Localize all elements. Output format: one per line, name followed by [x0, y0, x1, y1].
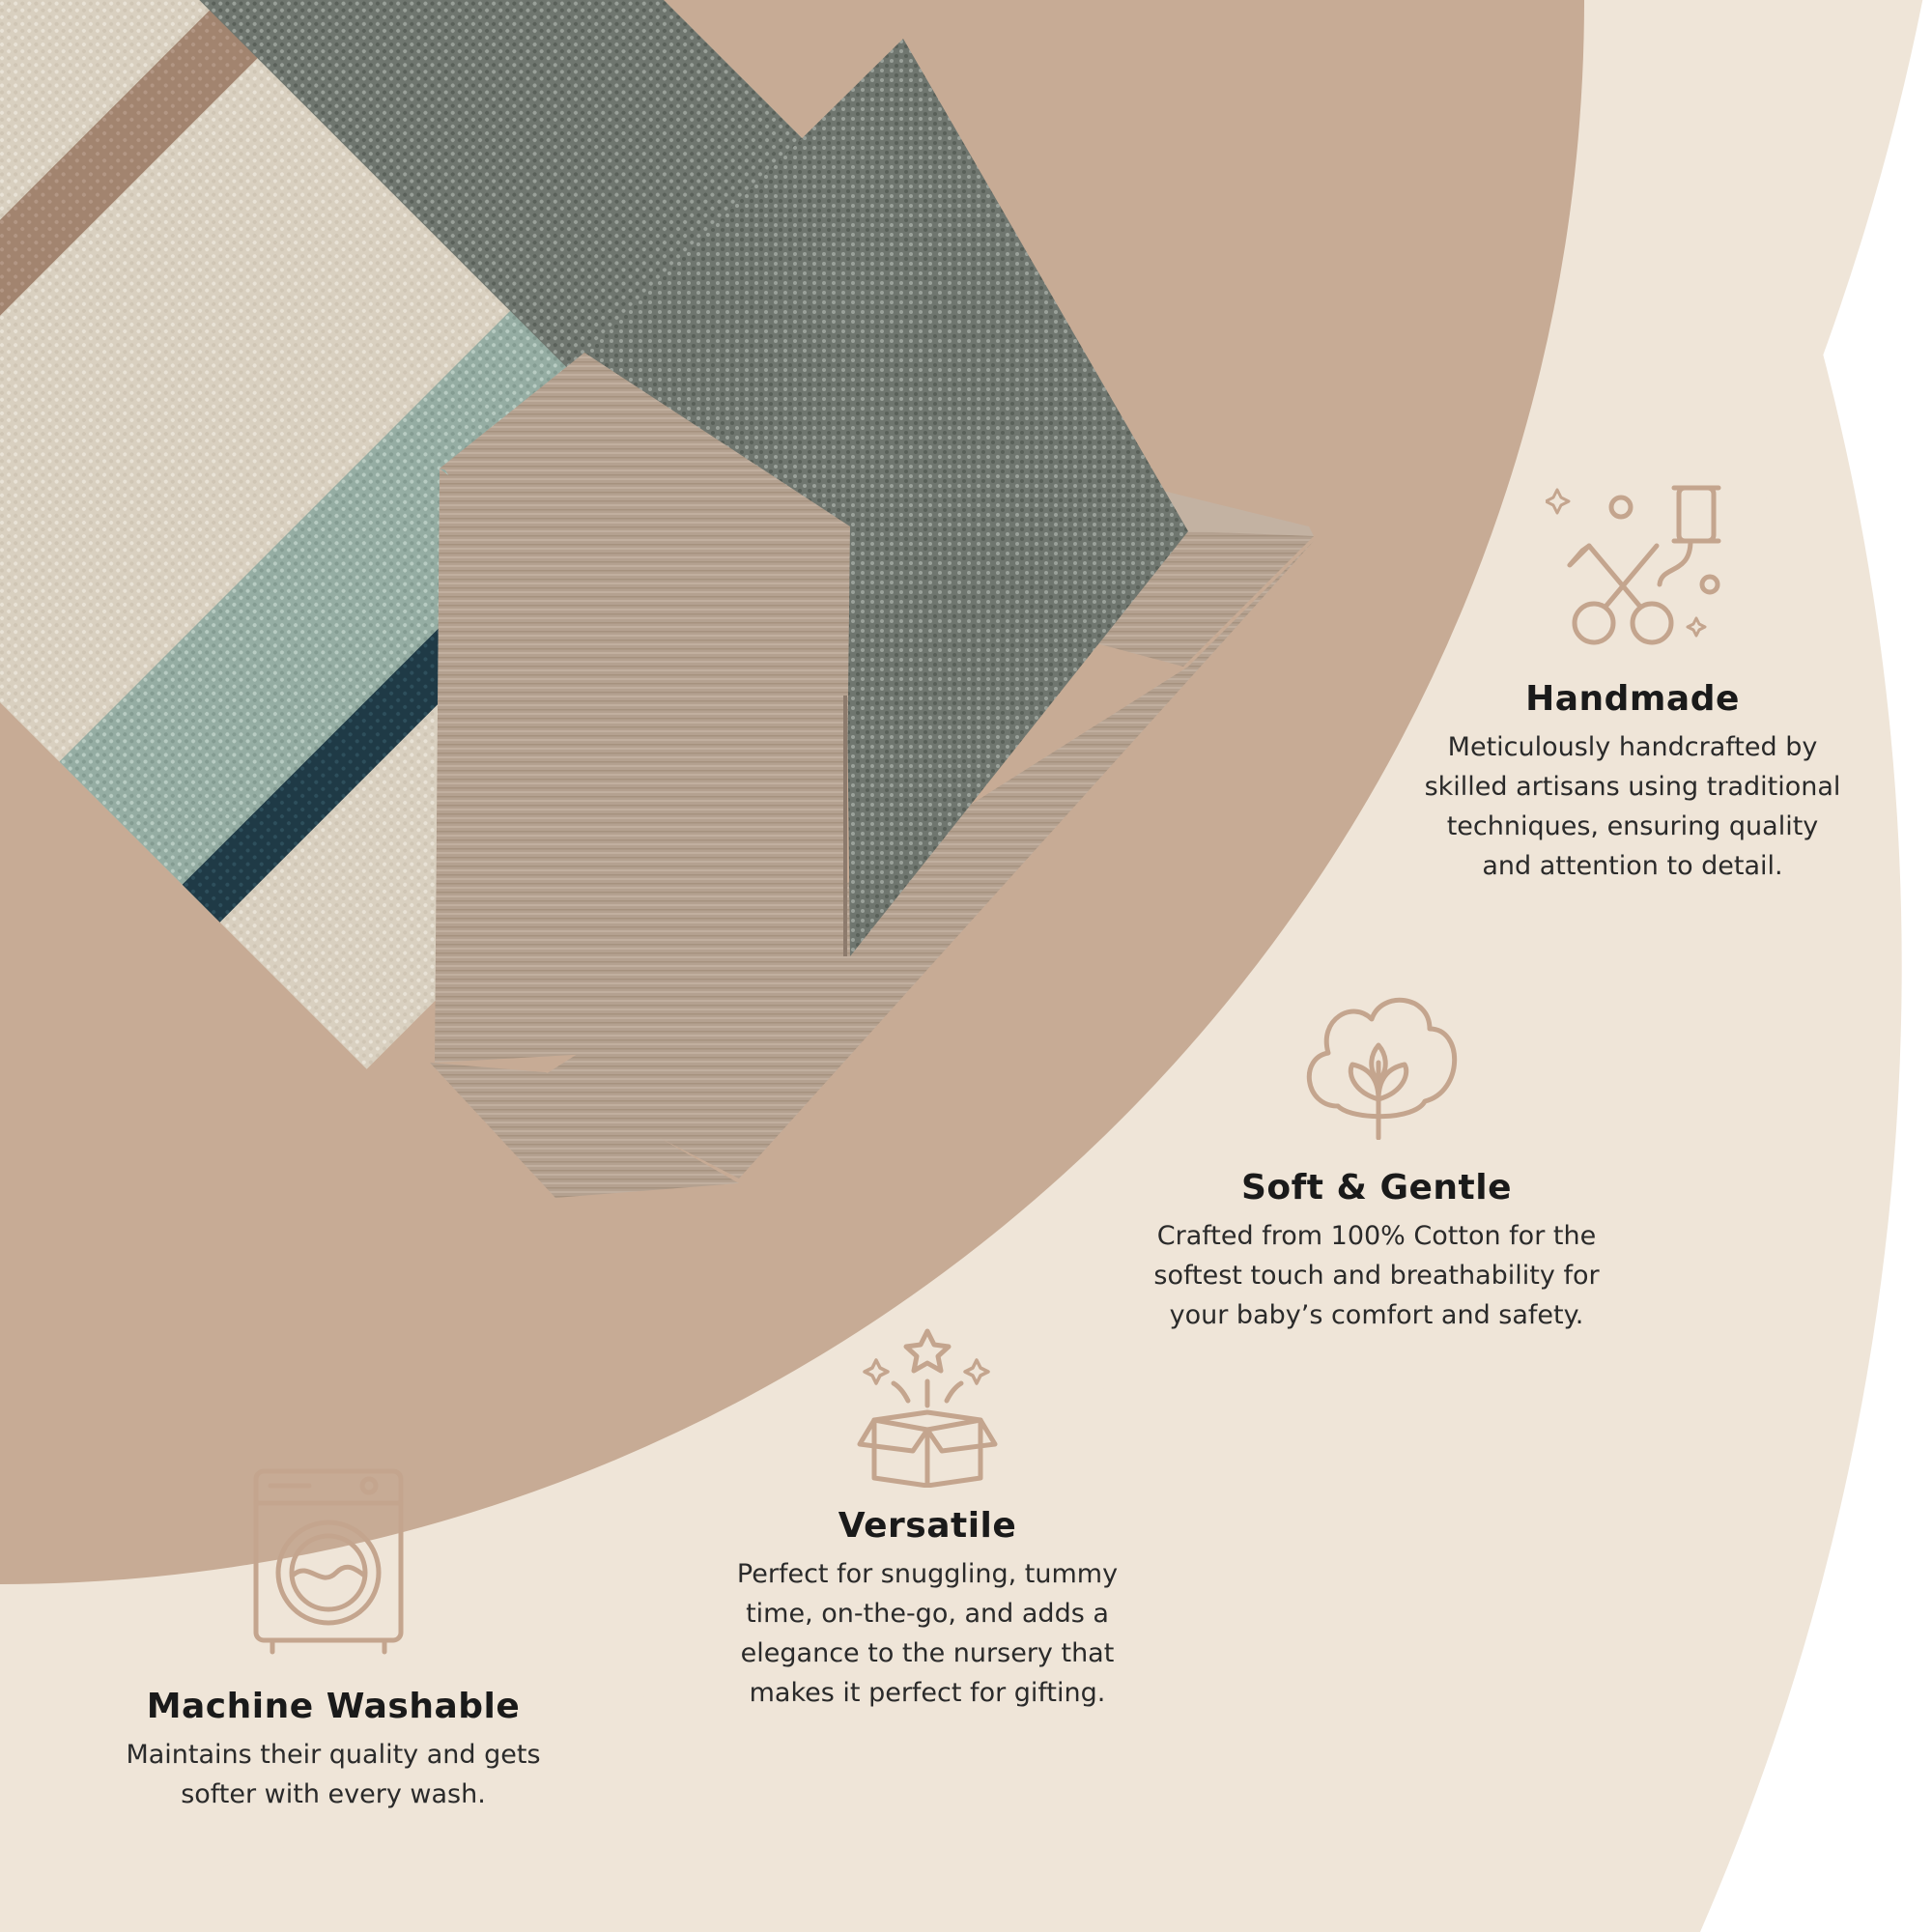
feature-description	[1381, 727, 1884, 886]
description-line: Meticulously handcrafted by	[1447, 732, 1818, 763]
feature-machine-washable	[72, 1686, 594, 1814]
gift-box-stars-icon	[855, 1323, 1000, 1488]
description-line: your baby’s comfort and safety.	[1169, 1300, 1584, 1331]
description-line: skilled artisans using traditional	[1424, 772, 1841, 803]
description-line: time, on-the-go, and adds a	[746, 1599, 1109, 1630]
feature-description	[676, 1554, 1179, 1713]
description-line: Crafted from 100% Cotton for the	[1156, 1221, 1597, 1252]
description-line: Maintains their quality and gets	[126, 1740, 541, 1771]
feature-description	[1116, 1216, 1637, 1335]
feature-title: Machine Washable	[146, 1687, 521, 1726]
feature-versatile	[676, 1505, 1179, 1713]
washing-machine-icon	[251, 1466, 406, 1655]
feature-handmade	[1381, 678, 1884, 886]
description-line: makes it perfect for gifting.	[749, 1678, 1106, 1709]
feature-title: Versatile	[838, 1506, 1017, 1546]
description-line: softest touch and breathability for	[1153, 1261, 1600, 1292]
description-line: elegance to the nursery that	[740, 1638, 1115, 1669]
description-line: softer with every wash.	[181, 1779, 486, 1810]
feature-title: Handmade	[1525, 679, 1740, 719]
feature-description	[72, 1735, 594, 1814]
cotton-flower-icon	[1294, 985, 1463, 1140]
description-line: techniques, ensuring quality	[1446, 811, 1819, 842]
description-line: and attention to detail.	[1482, 851, 1783, 882]
sewing-scissors-spool-icon	[1546, 478, 1724, 652]
feature-soft-gentle	[1116, 1167, 1637, 1335]
description-line: Perfect for snuggling, tummy	[736, 1559, 1119, 1590]
feature-title: Soft & Gentle	[1240, 1168, 1513, 1208]
